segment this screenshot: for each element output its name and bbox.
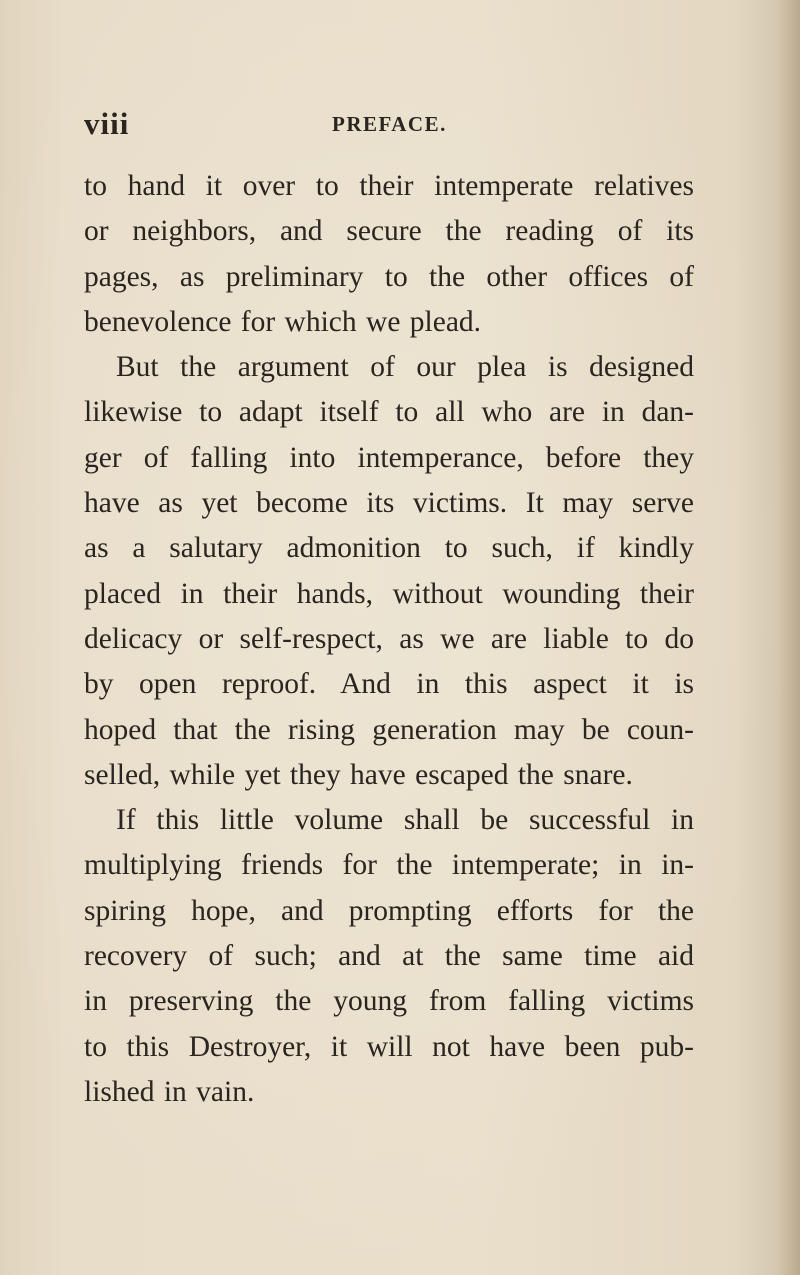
text-line: hoped that the rising generation may be coun- bbox=[84, 713, 694, 746]
text-line: to hand it over to their intemperate relatives bbox=[84, 170, 694, 202]
body-text bbox=[84, 164, 694, 1115]
paragraph-start-line: If this little volume shall be successful in bbox=[116, 804, 694, 837]
text-line: likewise to adapt itself to all who are in dan- bbox=[84, 396, 694, 429]
paragraph-start-line: But the argument of our plea is designed bbox=[116, 351, 694, 384]
text-line: selled, while yet they have escaped the snare. bbox=[84, 758, 633, 791]
text-line: as a salutary admonition to such, if kindly bbox=[84, 532, 694, 565]
text-line: or neighbors, and secure the reading of its bbox=[84, 215, 694, 248]
text-line: multiplying friends for the intemperate; in in- bbox=[84, 849, 694, 882]
text-line: to this Destroyer, it will not have been pub- bbox=[84, 1030, 694, 1063]
running-head bbox=[84, 100, 724, 144]
text-line: spiring hope, and prompting efforts for the bbox=[84, 894, 694, 927]
text-line: in preserving the young from falling victims bbox=[84, 985, 694, 1018]
page-edge-shadow bbox=[778, 0, 800, 1275]
text-line: delicacy or self-respect, as we are liable to do bbox=[84, 622, 694, 655]
text-line: recovery of such; and at the same time aid bbox=[84, 940, 694, 973]
text-line: placed in their hands, without wounding their bbox=[84, 577, 694, 610]
text-line: have as yet become its victims. It may serve bbox=[84, 487, 694, 520]
text-line: benevolence for which we plead. bbox=[84, 305, 482, 338]
text-line: by open reproof. And in this aspect it is bbox=[84, 668, 694, 701]
text-line: pages, as preliminary to the other offices of bbox=[84, 260, 694, 293]
text-line: lished in vain. bbox=[84, 1075, 255, 1108]
page-number: viii bbox=[84, 106, 130, 141]
text-line: ger of falling into intemperance, before they bbox=[84, 441, 694, 474]
running-title: PREFACE. bbox=[332, 112, 447, 136]
